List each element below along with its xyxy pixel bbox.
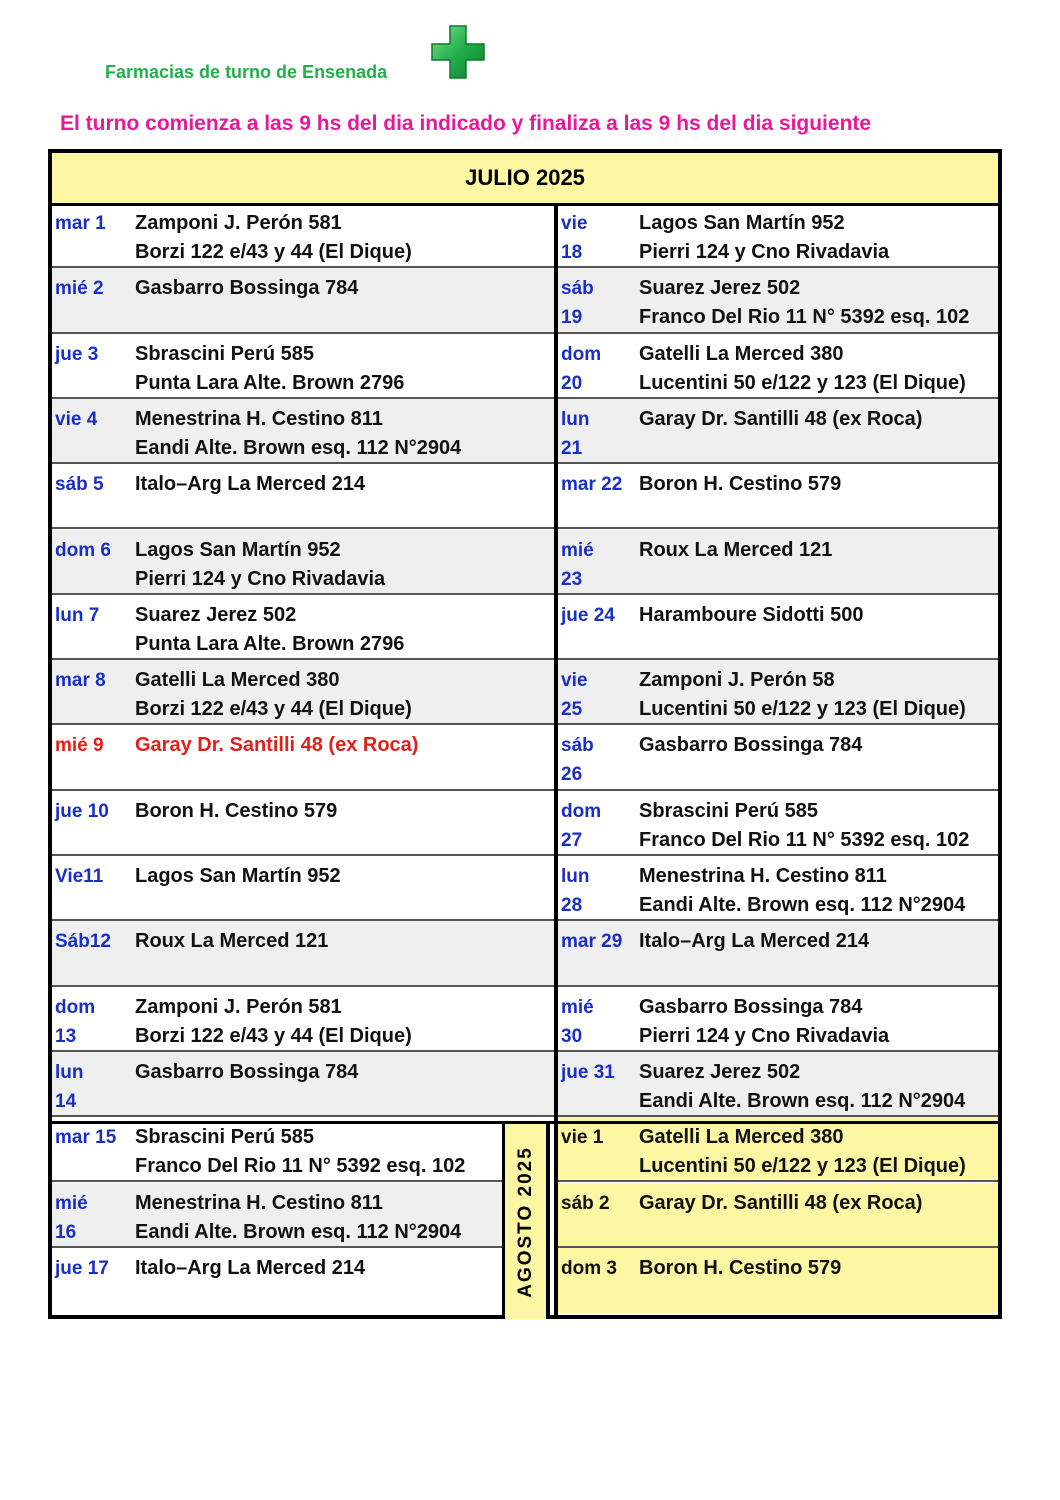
pharmacy-secondary: Pierri 124 y Cno Rivadavia bbox=[639, 241, 890, 263]
day-label: lun 28 bbox=[561, 866, 590, 916]
pharmacy-primary: Garay Dr. Santilli 48 (ex Roca) bbox=[135, 734, 419, 757]
pharmacy-lines bbox=[135, 470, 365, 499]
pharmacy-lines bbox=[135, 666, 412, 724]
schedule-row bbox=[52, 399, 554, 464]
day-label: lun 7 bbox=[55, 604, 100, 626]
day-label: mar 1 bbox=[55, 213, 106, 234]
schedule-row bbox=[52, 791, 554, 856]
page-title: Farmacias de turno de Ensenada bbox=[105, 62, 388, 82]
pharmacy-lines bbox=[639, 536, 832, 565]
pharmacy-schedule-table bbox=[48, 149, 1002, 1319]
pharmacy-secondary: Lucentini 50 e/122 y 123 (El Dique) bbox=[639, 698, 966, 721]
pharmacy-secondary: Lucentini 50 e/122 y 123 (El Dique) bbox=[639, 1155, 966, 1178]
schedule-row bbox=[558, 791, 998, 856]
pharmacy-secondary: Pierri 124 y Cno Rivadavia bbox=[135, 567, 386, 590]
day-label: vie 1 bbox=[561, 1127, 604, 1149]
pharmacy-lines bbox=[639, 927, 869, 956]
pharmacy-primary: Sbrascini Perú 585 bbox=[135, 342, 314, 365]
pharmacy-primary: Italo–Arg La Merced 214 bbox=[135, 1256, 366, 1279]
schedule-row bbox=[558, 725, 998, 790]
pharmacy-lines bbox=[135, 209, 412, 267]
schedule-row bbox=[558, 268, 998, 333]
pharmacy-lines bbox=[135, 1058, 358, 1087]
pharmacy-lines bbox=[135, 993, 412, 1051]
august-sidebar bbox=[502, 1124, 550, 1319]
pharmacy-primary: Gatelli La Merced 380 bbox=[639, 1126, 844, 1149]
pharmacy-primary: Italo–Arg La Merced 214 bbox=[639, 930, 870, 953]
schedule-row bbox=[52, 530, 554, 595]
pharmacy-primary: Gatelli La Merced 380 bbox=[639, 342, 844, 365]
day-label: Vie11 bbox=[55, 866, 104, 887]
schedule-row bbox=[558, 1052, 998, 1117]
day-label: mar 22 bbox=[561, 474, 623, 496]
pharmacy-primary: Gatelli La Merced 380 bbox=[135, 669, 340, 692]
pharmacy-lines bbox=[135, 862, 341, 891]
pharmacy-secondary: Punta Lara Alte. Brown 2796 bbox=[135, 632, 405, 655]
schedule-row bbox=[558, 856, 998, 921]
pharmacy-lines bbox=[135, 536, 385, 594]
day-label: lun 21 bbox=[561, 408, 590, 459]
pharmacy-lines bbox=[135, 1189, 461, 1247]
pharmacy-secondary: Franco Del Rio 11 N° 5392 esq. 102 bbox=[135, 1155, 466, 1178]
schedule-row bbox=[52, 203, 554, 268]
pharmacy-primary: Sbrascini Perú 585 bbox=[639, 799, 818, 822]
pharmacy-secondary: Eandi Alte. Brown esq. 112 N°2904 bbox=[639, 1089, 966, 1112]
pharmacy-secondary: Franco Del Rio 11 N° 5392 esq. 102 bbox=[639, 828, 970, 851]
pharmacy-primary: Zamponi J. Perón 581 bbox=[135, 995, 342, 1018]
pharmacy-primary: Lagos San Martín 952 bbox=[135, 538, 341, 561]
pharmacy-primary: Boron H. Cestino 579 bbox=[639, 1256, 842, 1279]
pharmacy-lines bbox=[639, 993, 889, 1051]
pharmacy-primary: Zamponi J. Perón 581 bbox=[135, 212, 342, 234]
pharmacy-lines bbox=[639, 862, 965, 920]
schedule-row bbox=[52, 595, 554, 660]
pharmacy-primary: Suarez Jerez 502 bbox=[135, 603, 297, 626]
shift-info-subtitle: El turno comienza a las 9 hs del dia indicado y finaliza a las 9 hs del dia siguiente bbox=[60, 112, 872, 135]
schedule-row bbox=[52, 725, 554, 790]
day-label: mar 8 bbox=[55, 670, 106, 692]
pharmacy-lines bbox=[135, 731, 418, 760]
schedule-row bbox=[558, 987, 998, 1052]
schedule-row bbox=[52, 334, 554, 399]
pharmacy-lines bbox=[135, 405, 461, 463]
pharmacy-primary: Sbrascini Perú 585 bbox=[135, 1126, 314, 1149]
pharmacy-primary: Menestrina H. Cestino 811 bbox=[639, 865, 887, 887]
pharmacy-secondary: Eandi Alte. Brown esq. 112 N°2904 bbox=[135, 436, 462, 459]
pharmacy-primary: Suarez Jerez 502 bbox=[639, 277, 801, 300]
pharmacy-lines bbox=[135, 274, 358, 303]
pharmacy-secondary: Franco Del Rio 11 N° 5392 esq. 102 bbox=[639, 306, 970, 329]
day-label: lun 14 bbox=[55, 1061, 84, 1112]
pharmacy-primary: Haramboure Sidotti 500 bbox=[639, 603, 864, 626]
schedule-row bbox=[558, 464, 998, 529]
day-label: jue 31 bbox=[561, 1061, 615, 1083]
pharmacy-lines bbox=[135, 601, 404, 659]
day-label: vie 4 bbox=[55, 408, 98, 430]
day-label: dom 27 bbox=[561, 800, 602, 851]
day-label: mié 16 bbox=[55, 1192, 88, 1243]
day-label: sáb 5 bbox=[55, 474, 104, 496]
day-label: jue 24 bbox=[561, 604, 615, 626]
day-label: Sáb12 bbox=[55, 931, 111, 953]
day-label: vie 25 bbox=[561, 670, 588, 721]
pharmacy-lines bbox=[639, 666, 966, 724]
day-label: jue 10 bbox=[55, 800, 109, 822]
day-label: mié 23 bbox=[561, 539, 594, 590]
pharmacy-primary: Boron H. Cestino 579 bbox=[135, 799, 338, 822]
pharmacy-secondary: Pierri 124 y Cno Rivadavia bbox=[639, 1024, 890, 1047]
schedule-row bbox=[558, 203, 998, 268]
day-label: mar 29 bbox=[561, 931, 623, 953]
schedule-row bbox=[52, 1248, 502, 1313]
pharmacy-lines bbox=[639, 601, 864, 630]
pharmacy-primary: Gasbarro Bossinga 784 bbox=[639, 995, 863, 1018]
pharmacy-secondary: Lucentini 50 e/122 y 123 (El Dique) bbox=[639, 371, 966, 394]
schedule-row bbox=[558, 1117, 998, 1182]
pharmacy-primary: Roux La Merced 121 bbox=[135, 930, 329, 953]
day-label: mar 15 bbox=[55, 1127, 117, 1149]
schedule-row bbox=[52, 1117, 502, 1182]
pharmacy-lines bbox=[639, 340, 966, 398]
schedule-row bbox=[558, 334, 998, 399]
pharmacy-lines bbox=[639, 1189, 922, 1218]
pharmacy-lines bbox=[639, 1123, 966, 1181]
pharmacy-lines bbox=[135, 797, 337, 826]
day-label: jue 3 bbox=[55, 343, 99, 365]
pharmacy-lines bbox=[639, 209, 889, 267]
pharmacy-primary: Zamponi J. Perón 58 bbox=[639, 669, 835, 692]
schedule-row bbox=[52, 1052, 554, 1117]
schedule-row bbox=[52, 1183, 502, 1248]
day-label: mié 30 bbox=[561, 996, 594, 1047]
day-label: sáb 19 bbox=[561, 278, 594, 329]
pharmacy-primary: Gasbarro Bossinga 784 bbox=[135, 1060, 359, 1083]
schedule-row bbox=[558, 1183, 998, 1248]
day-label: jue 17 bbox=[55, 1257, 109, 1279]
pharmacy-primary: Gasbarro Bossinga 784 bbox=[135, 277, 359, 300]
pharmacy-lines bbox=[639, 1254, 841, 1283]
day-label: dom 13 bbox=[55, 996, 96, 1047]
schedule-row bbox=[558, 921, 998, 986]
schedule-row bbox=[558, 660, 998, 725]
green-pharmacy-cross-icon bbox=[430, 24, 486, 80]
schedule-row bbox=[52, 660, 554, 725]
pharmacy-primary: Menestrina H. Cestino 811 bbox=[135, 1191, 383, 1214]
schedule-row bbox=[558, 1248, 998, 1313]
pharmacy-lines bbox=[135, 1254, 365, 1283]
pharmacy-lines bbox=[639, 731, 862, 760]
pharmacy-secondary: Eandi Alte. Brown esq. 112 N°2904 bbox=[135, 1220, 462, 1243]
schedule-row bbox=[52, 921, 554, 986]
schedule-row bbox=[52, 987, 554, 1052]
day-label: sáb 2 bbox=[561, 1192, 610, 1214]
pharmacy-secondary: Borzi 122 e/43 y 44 (El Dique) bbox=[135, 698, 412, 721]
pharmacy-secondary: Borzi 122 e/43 y 44 (El Dique) bbox=[135, 1024, 412, 1047]
day-label: vie 18 bbox=[561, 213, 588, 263]
pharmacy-lines bbox=[135, 340, 404, 398]
schedule-row bbox=[558, 530, 998, 595]
august-label: AGOSTO 2025 bbox=[514, 1145, 536, 1298]
pharmacy-primary: Garay Dr. Santilli 48 (ex Roca) bbox=[639, 407, 923, 430]
pharmacy-primary: Lagos San Martín 952 bbox=[135, 865, 341, 887]
pharmacy-primary: Suarez Jerez 502 bbox=[639, 1060, 801, 1083]
pharmacy-primary: Gasbarro Bossinga 784 bbox=[639, 734, 863, 757]
pharmacy-lines bbox=[135, 927, 328, 956]
pharmacy-lines bbox=[639, 797, 969, 855]
pharmacy-secondary: Eandi Alte. Brown esq. 112 N°2904 bbox=[639, 894, 966, 916]
schedule-row bbox=[52, 464, 554, 529]
day-label: dom 20 bbox=[561, 343, 602, 394]
pharmacy-secondary: Borzi 122 e/43 y 44 (El Dique) bbox=[135, 241, 412, 263]
day-label: sáb 26 bbox=[561, 735, 594, 786]
pharmacy-primary: Menestrina H. Cestino 811 bbox=[135, 407, 383, 430]
pharmacy-primary: Boron H. Cestino 579 bbox=[639, 473, 842, 496]
day-label: mié 9 bbox=[55, 735, 104, 757]
pharmacy-lines bbox=[639, 470, 841, 499]
schedule-row bbox=[52, 856, 554, 921]
pharmacy-primary: Garay Dr. Santilli 48 (ex Roca) bbox=[639, 1191, 923, 1214]
month-title: JULIO 2025 bbox=[52, 153, 998, 206]
pharmacy-primary: Roux La Merced 121 bbox=[639, 538, 833, 561]
pharmacy-lines bbox=[639, 1058, 965, 1116]
schedule-row bbox=[52, 268, 554, 333]
day-label: dom 3 bbox=[561, 1257, 617, 1279]
schedule-row bbox=[558, 595, 998, 660]
schedule-row bbox=[558, 399, 998, 464]
pharmacy-lines bbox=[135, 1123, 465, 1181]
day-label: dom 6 bbox=[55, 539, 111, 561]
pharmacy-secondary: Punta Lara Alte. Brown 2796 bbox=[135, 371, 405, 394]
pharmacy-primary: Italo–Arg La Merced 214 bbox=[135, 473, 366, 496]
day-label: mié 2 bbox=[55, 278, 104, 300]
pharmacy-lines bbox=[639, 274, 969, 332]
pharmacy-lines bbox=[639, 405, 922, 434]
pharmacy-primary: Lagos San Martín 952 bbox=[639, 212, 845, 234]
